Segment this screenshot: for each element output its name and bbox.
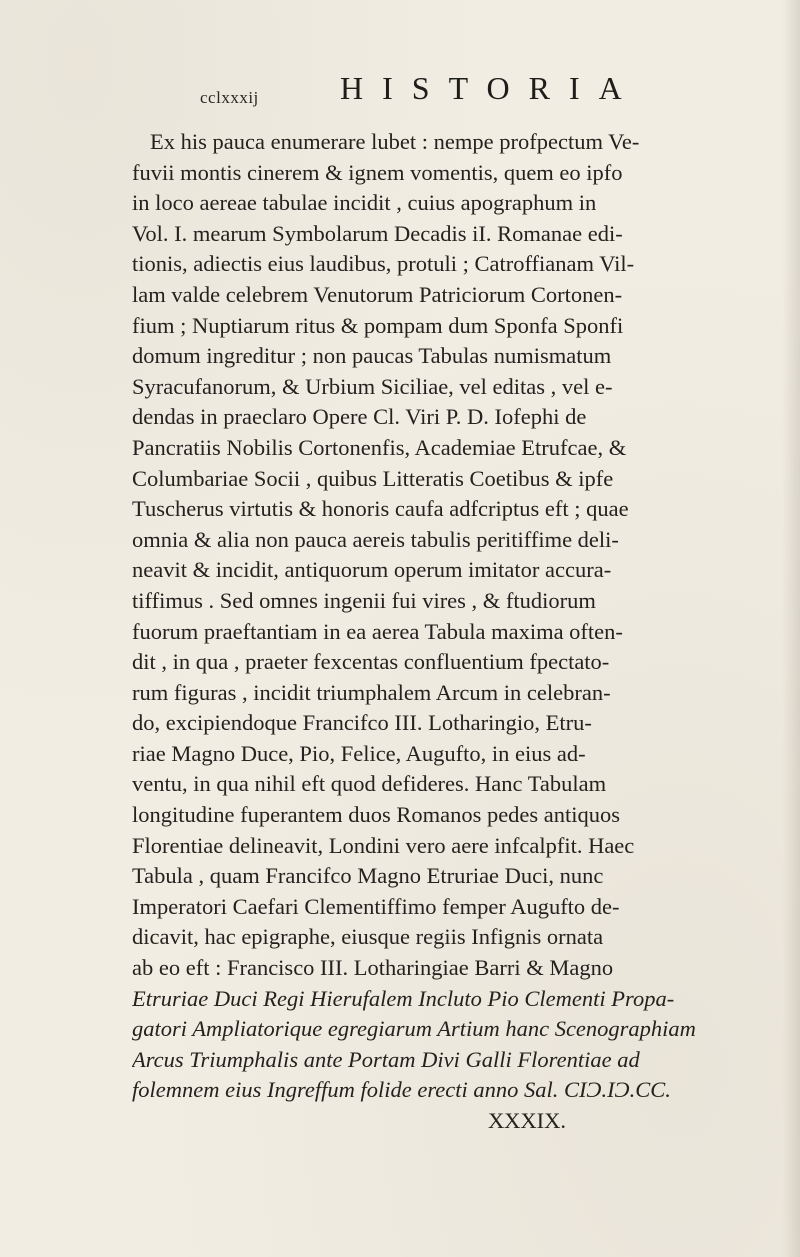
text-line: do, excipiendoque Francifco III. Lotharingio, Etru-	[132, 710, 592, 736]
text-line: rum figuras , incidit triumphalem Arcum in celebran-	[132, 679, 611, 705]
text-line: dendas in praeclaro Opere Cl. Viri P. D. Iofephi de	[132, 404, 587, 430]
text-line: Ex his pauca enumerare lubet : nempe profpectum Ve-	[150, 129, 640, 154]
text-line: Imperatori Caefari Clementiffimo femper Augufto de-	[132, 893, 620, 919]
text-line: lam valde celebrem Venutorum Patriciorum Cortonen-	[132, 281, 623, 307]
text-line: Vol. I. mearum Symbolarum Decadis iI. Romanae edi-	[132, 220, 623, 246]
text-line: Tuscherus virtutis & honoris caufa adfcriptus eft ; quae	[132, 496, 629, 522]
text-line: neavit & incidit, antiquorum operum imitator accura-	[132, 557, 612, 583]
text-line: in loco aereae tabulae incidit , cuius apographum in	[132, 190, 597, 216]
text-line: Pancratiis Nobilis Cortonenfis, Academiae Etrufcae, &	[132, 434, 627, 460]
text-line: fuvii montis cinerem & ignem vomentis, quem eo ipfo	[132, 159, 623, 185]
page-edge-shadow	[782, 0, 800, 1257]
text-line: Syracufanorum, & Urbium Siciliae, vel editas , vel e-	[132, 373, 613, 399]
dedication-year-line: XXXIX.	[487, 1108, 567, 1133]
page-number: cclxxxij	[200, 88, 259, 107]
dedication-line: folemnem eius Ingreffum folide erecti anno Sal. CIϽ.IϽ.CC.	[132, 1077, 671, 1103]
text-line: omnia & alia non pauca aereis tabulis peritiffime deli-	[132, 526, 619, 552]
body-text	[132, 127, 772, 1137]
text-line: dit , in qua , praeter fexcentas confluentium fpectato-	[132, 649, 610, 675]
page-header	[200, 70, 720, 114]
text-line: ventu, in qua nihil eft quod defideres. Hanc Tabulam	[132, 771, 607, 797]
text-line: ab eo eft : Francisco III. Lotharingiae Barri & Magno	[132, 955, 614, 981]
text-line: tiffimus . Sed omnes ingenii fui vires , & ftudiorum	[132, 587, 596, 613]
dedication-line: Arcus Triumphalis ante Portam Divi Galli Florentiae ad	[132, 1046, 640, 1072]
text-line: Columbariae Socii , quibus Litteratis Coetibus & ipfe	[132, 465, 614, 491]
text-line: riae Magno Duce, Pio, Felice, Augufto, in eius ad-	[132, 740, 586, 766]
running-title: HISTORIA	[340, 70, 641, 106]
dedication-line: Etruriae Duci Regi Hierufalem Incluto Pio Clementi Propa-	[132, 985, 675, 1011]
text-line: Tabula , quam Francifco Magno Etruriae Duci, nunc	[132, 863, 604, 889]
dedication-line: gatori Ampliatorique egregiarum Artium hanc Scenographiam	[132, 1016, 696, 1042]
text-line: fuorum praeftantiam in ea aerea Tabula maxima often-	[132, 618, 623, 644]
text-line: Florentiae delineavit, Londini vero aere infcalpfit. Haec	[132, 832, 635, 858]
text-line: longitudine fuperantem duos Romanos pedes antiquos	[132, 802, 621, 828]
text-line: tionis, adiectis eius laudibus, protuli ; Catroffianam Vil-	[132, 251, 635, 277]
text-line: domum ingreditur ; non paucas Tabulas numismatum	[132, 343, 612, 369]
text-line: dicavit, hac epigraphe, eiusque regiis Infignis ornata	[132, 924, 604, 950]
text-line: fium ; Nuptiarum ritus & pompam dum Sponfa Sponfi	[132, 312, 624, 338]
